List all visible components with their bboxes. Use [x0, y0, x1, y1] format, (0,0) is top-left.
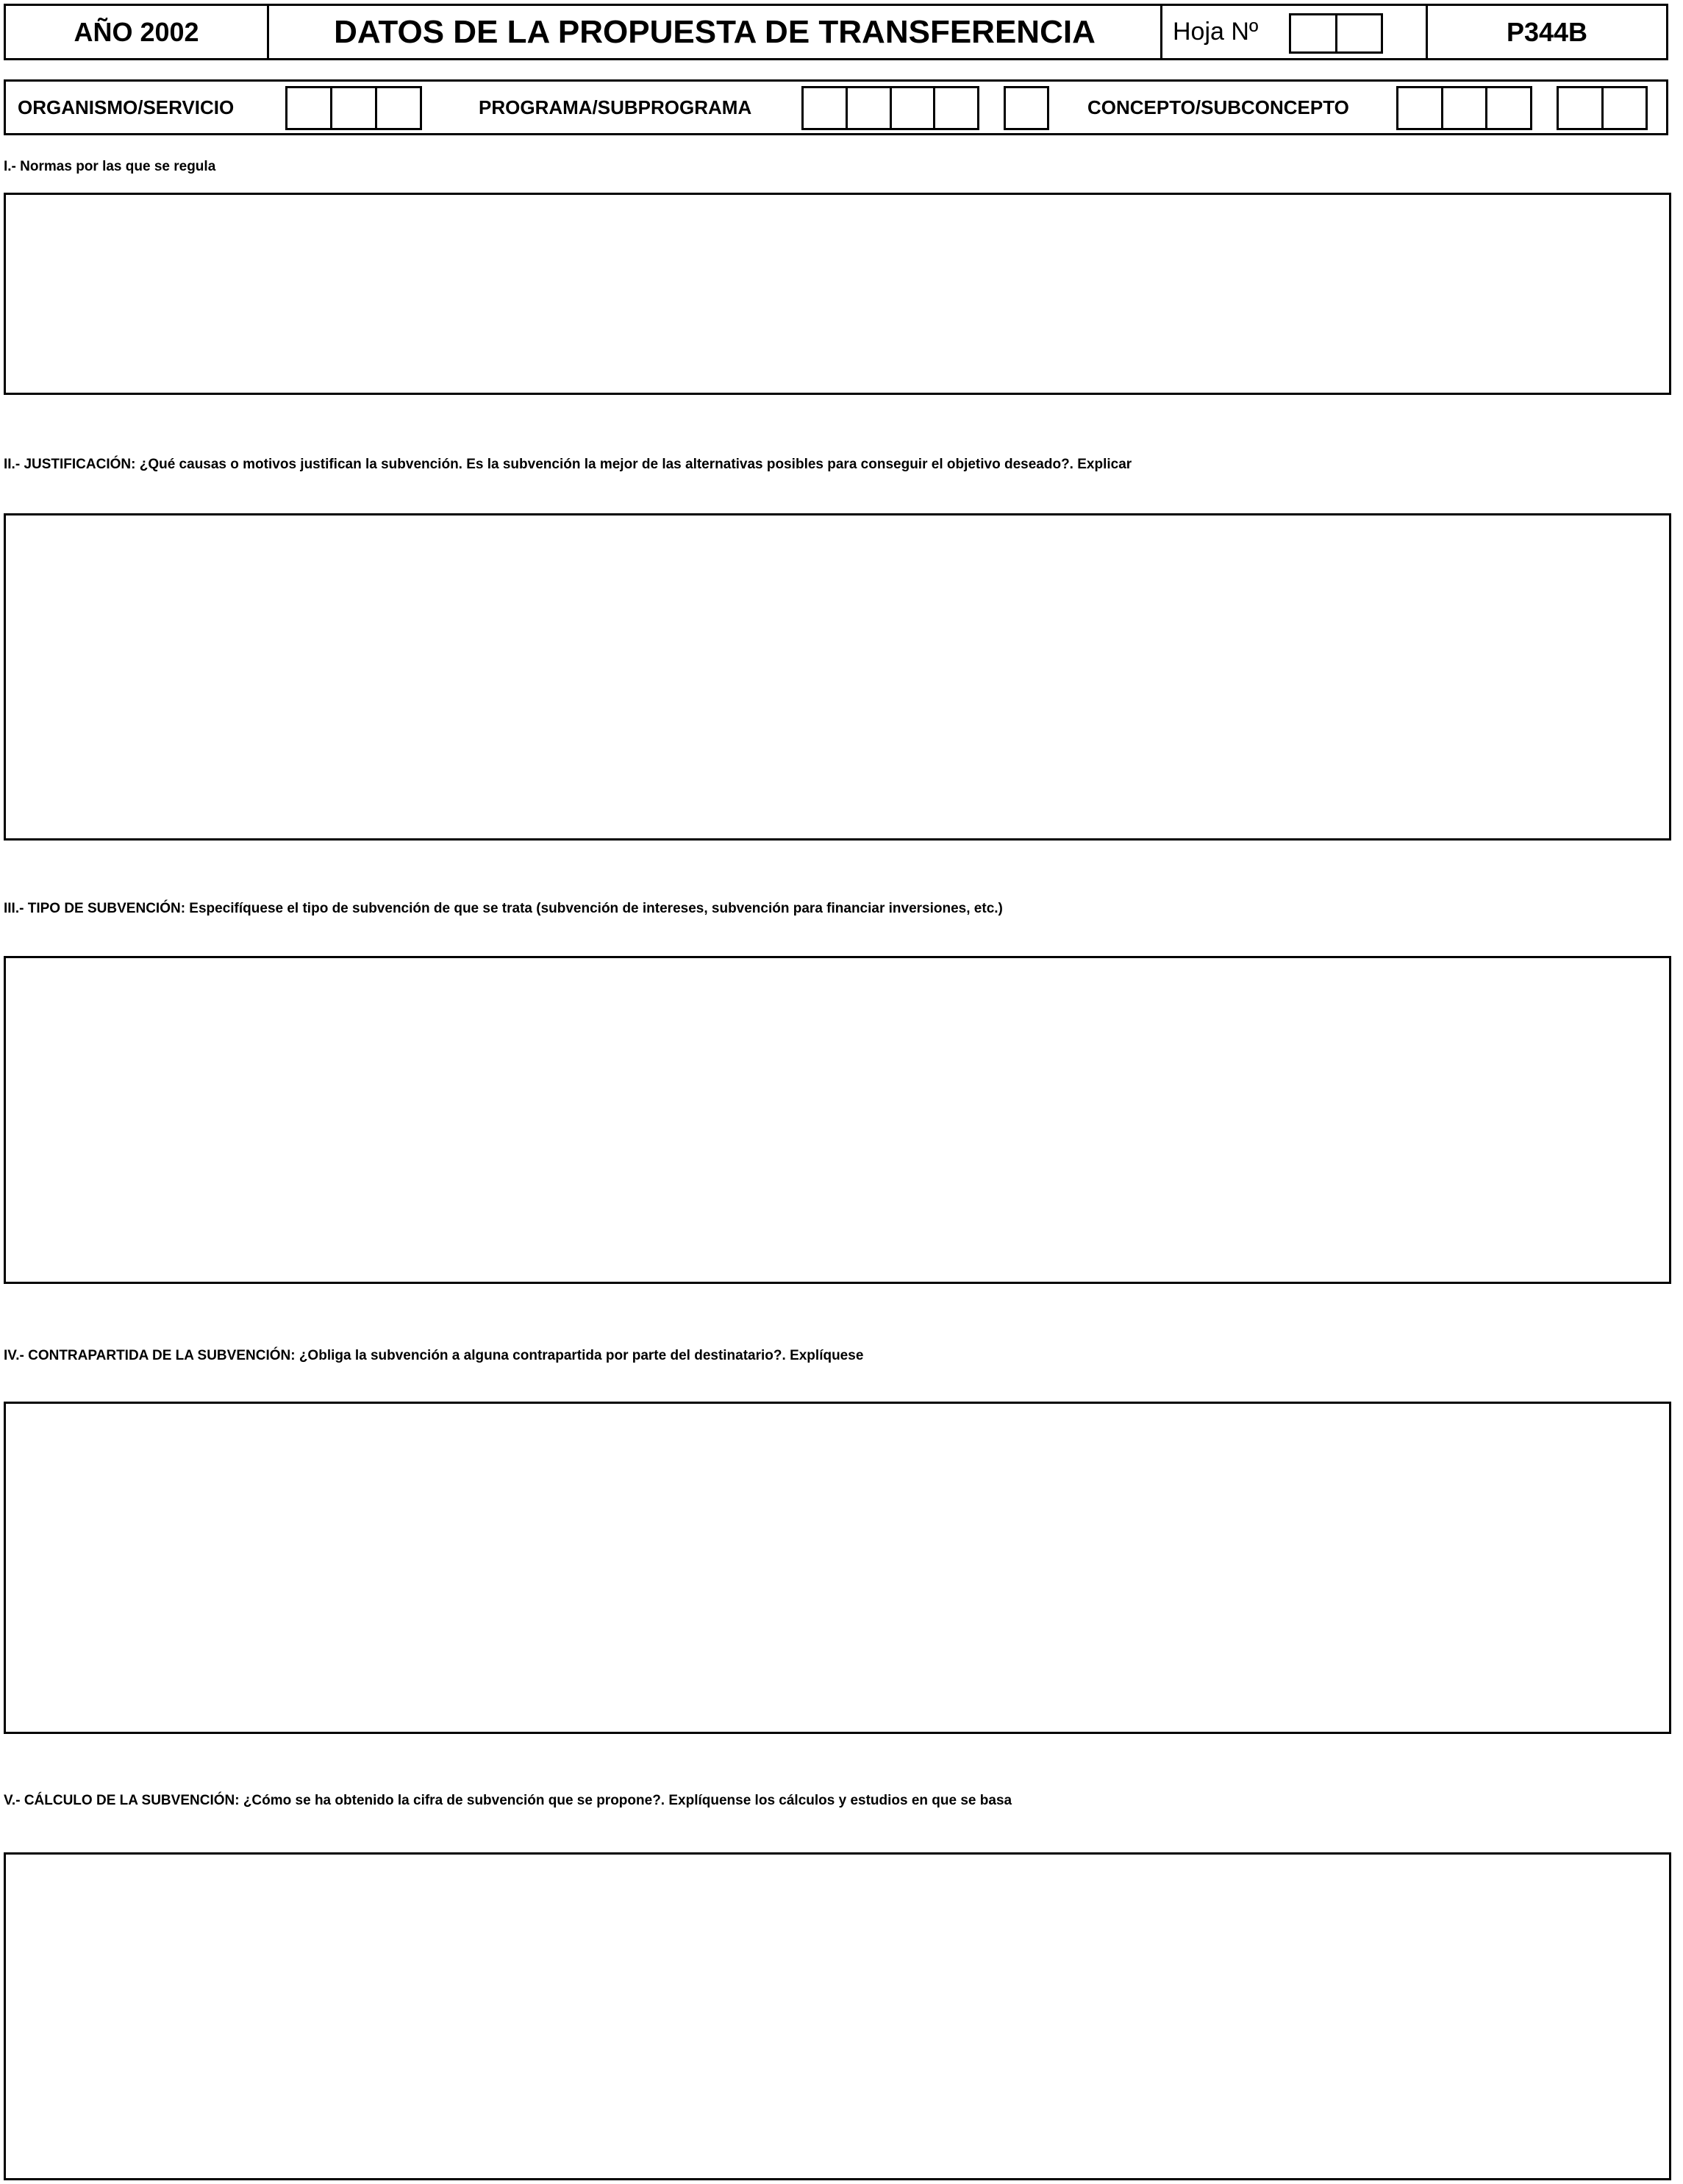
sheet-digit-box[interactable]	[1335, 15, 1382, 51]
programa-field[interactable]	[801, 86, 979, 130]
section-4-input[interactable]	[6, 1404, 1669, 1732]
programa-label: PROGRAMA/SUBPROGRAMA	[479, 96, 752, 118]
concepto-field[interactable]	[1396, 86, 1532, 130]
section-5-box[interactable]	[4, 1852, 1671, 2180]
subconcepto-field[interactable]	[1557, 86, 1648, 130]
concepto-digit-box[interactable]	[1441, 88, 1486, 128]
concepto-digit-box[interactable]	[1398, 88, 1441, 128]
year-label: AÑO 2002	[74, 16, 199, 47]
programa-digit-box[interactable]	[890, 88, 934, 128]
subprograma-digit-box[interactable]	[1006, 88, 1047, 128]
section-2-label: II.- JUSTIFICACIÓN: ¿Qué causas o motivos justifican la subvención. Es la subvención la mejor de las alternativas posibles para conseguir el objetivo deseado?. Explicar	[4, 457, 1132, 472]
organismo-digit-box[interactable]	[330, 88, 375, 128]
form-code: P344B	[1506, 16, 1588, 47]
organismo-digit-box[interactable]	[287, 88, 330, 128]
programa-digit-box[interactable]	[846, 88, 890, 128]
sheet-number-field[interactable]	[1289, 13, 1383, 54]
section-2-box[interactable]	[4, 513, 1671, 841]
section-3-box[interactable]	[4, 956, 1671, 1284]
year-cell	[6, 6, 269, 58]
section-3-label: III.- TIPO DE SUBVENCIÓN: Especifíquese el tipo de subvención de que se trata (subvención de intereses, subvención para financiar inversiones, etc.)	[4, 901, 1003, 916]
section-4-label: IV.- CONTRAPARTIDA DE LA SUBVENCIÓN: ¿Obliga la subvención a alguna contrapartida por parte del destinatario?. Explíquese	[4, 1348, 864, 1363]
codes-row	[4, 79, 1668, 135]
sheet-number-label: Hoja Nº	[1173, 18, 1259, 46]
sheet-number-cell	[1162, 6, 1428, 58]
organismo-digit-box[interactable]	[375, 88, 420, 128]
section-4-box[interactable]	[4, 1402, 1671, 1734]
organismo-label: ORGANISMO/SERVICIO	[18, 96, 235, 118]
programa-digit-box[interactable]	[933, 88, 977, 128]
section-2-input[interactable]	[6, 515, 1669, 838]
concepto-digit-box[interactable]	[1485, 88, 1530, 128]
title-cell	[269, 6, 1162, 58]
organismo-field[interactable]	[285, 86, 422, 130]
section-1-label: I.- Normas por las que se regula	[4, 159, 216, 174]
subconcepto-digit-box[interactable]	[1601, 88, 1646, 128]
subprograma-field[interactable]	[1004, 86, 1049, 130]
section-3-input[interactable]	[6, 958, 1669, 1282]
section-5-label: V.- CÁLCULO DE LA SUBVENCIÓN: ¿Cómo se ha obtenido la cifra de subvención que se propone?. Explíquense los cálculos y estudios en que se basa	[4, 1793, 1012, 1808]
form-header	[4, 4, 1668, 60]
form-code-cell	[1428, 6, 1666, 58]
section-1-box[interactable]	[4, 193, 1671, 395]
concepto-label: CONCEPTO/SUBCONCEPTO	[1087, 96, 1349, 118]
sheet-digit-box[interactable]	[1291, 15, 1335, 51]
programa-digit-box[interactable]	[804, 88, 846, 128]
section-5-input[interactable]	[6, 1855, 1669, 2178]
subconcepto-digit-box[interactable]	[1559, 88, 1601, 128]
form-title: DATOS DE LA PROPUESTA DE TRANSFERENCIA	[334, 13, 1096, 50]
section-1-input[interactable]	[6, 195, 1669, 393]
